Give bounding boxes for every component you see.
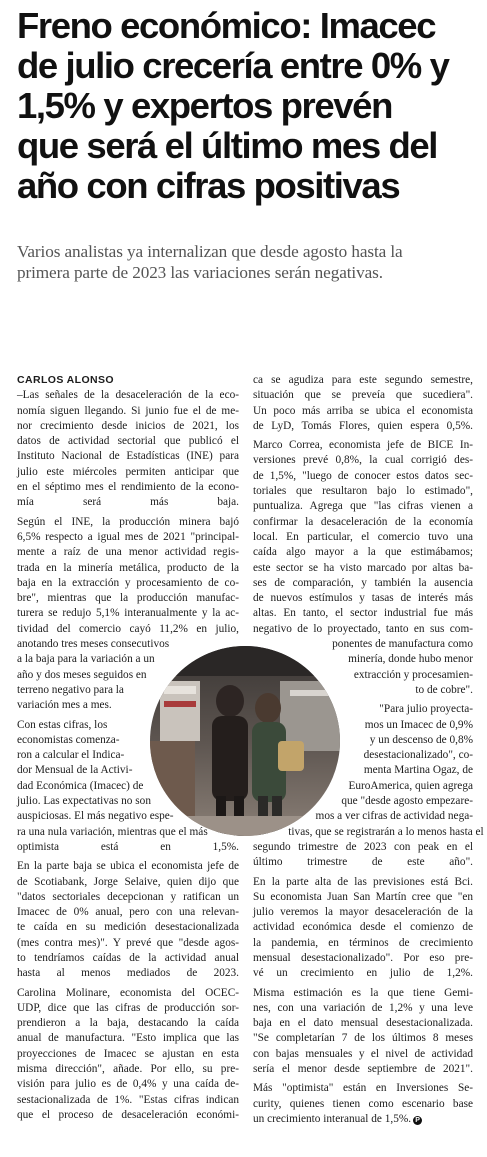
article-text-line: negativo de lo proyectado, tanto en sus com- <box>253 622 473 635</box>
article-text-line: Carolina Molinare, economista del OCEC- <box>17 986 239 999</box>
article-text-line: te caída en su medición desestacionalizada <box>17 921 239 934</box>
article-text-line: altas. En tanto, el sector industrial fue más <box>253 607 473 620</box>
article-text-line: mos a ver cifras de actividad nega- <box>315 810 473 823</box>
article-text-line: julio este miércoles permiten anticipar que <box>17 465 239 478</box>
deck-subtitle <box>17 241 479 283</box>
article-text-line: caída algo mayor a la que estimábamos; <box>253 546 473 559</box>
article-text-line: con bajas mensuales y el nivel de actividad <box>253 1047 473 1060</box>
byline: CARLOS ALONSO <box>17 374 114 386</box>
article-text-line: puntualiza. Agrega que "las cifras vienen a <box>253 500 473 513</box>
article-text-line: año y dos meses seguidos en <box>17 668 147 681</box>
article-text-line: ca se agudiza para este segundo semestre, <box>253 374 473 386</box>
article-text-line: trada en la minería metálica, producto de la <box>17 561 239 574</box>
article-text-line: que el proceso de desaceleración económi- <box>17 1108 239 1121</box>
article-text-line: bre", mientras que la producción manufac- <box>17 592 239 605</box>
headline-line: año con cifras positivas <box>17 165 400 206</box>
article-text-line: variación mes a mes. <box>17 699 112 712</box>
headline-line: que será el último mes del <box>17 125 438 166</box>
article-text-line: optimista está en 1,5%. <box>17 840 239 853</box>
article-text-line: Según el INE, la producción minera bajó <box>17 515 239 528</box>
article-text-line: tivas, que se registrarán a lo menos hasta el <box>288 825 484 838</box>
article-text-line: baja en la extracción y procesamiento de co- <box>17 576 239 589</box>
article-text-line: Su economista Juan San Martín cree que "en <box>253 890 473 903</box>
article-text-line: último trimestre de este año". <box>253 856 473 869</box>
article-text-line: to tendríamos caídas de la actividad anual <box>17 951 239 964</box>
article-text-line: 6,5% respecto a igual mes de 2021 "principal- <box>17 530 239 543</box>
article-text-line: proyecciones de Imacec se ajustan en esta <box>17 1047 239 1060</box>
article-text-line: nor crecimiento desde inicios de 2021, los <box>17 419 239 432</box>
article-text-line: toriales que resultaron bajo lo estimado", <box>253 485 473 498</box>
article-text-line: curity, quienes tienen como escenario base <box>253 1097 473 1110</box>
article-text-line: Imacec de 0% anual, pero con una relevan- <box>17 906 239 919</box>
article-text-line: local. En particular, el comercio tuvo una <box>253 530 473 543</box>
article-text-line: a la baja para la variación a un <box>17 653 155 666</box>
article-text-line: mía será más baja. <box>17 496 239 509</box>
article-text-line: nomía siguen llegando. Si junio fue el de me- <box>17 404 239 417</box>
article-text-line: mente a raíz de una menor actividad regis- <box>17 546 239 559</box>
article-text-line: Instituto Nacional de Estadísticas (INE) para <box>17 450 239 463</box>
article-text-line: julio veremos la mayor desaceleración de la <box>253 906 473 919</box>
article-text-line: prendieron a la baja, destacando la caída <box>17 1017 239 1030</box>
headline <box>17 6 477 206</box>
deck-line: primera parte de 2023 las variaciones serán negativas. <box>17 263 383 282</box>
shopping-street-photo <box>150 646 340 836</box>
article-text-line: tividad del comercio cayó 11,2% en julio, <box>17 622 239 635</box>
article-text-line: economistas comenza- <box>17 733 120 746</box>
article-text-line: minería, donde hubo menor <box>348 653 473 666</box>
article-text-line: "datos sectoriales decepcionan y ratifican un <box>17 890 239 903</box>
article-text-line: de 1,5%, "luego de conocer estos datos sec- <box>253 469 473 482</box>
article-text-line: Con estas cifras, los <box>17 718 108 731</box>
article-text-line: En la parte alta de las previsiones está Bci. <box>253 875 473 888</box>
article-text-line: mos un Imacec de 0,9% <box>364 718 473 731</box>
article-text-line: En la parte baja se ubica el economista jefe de <box>17 860 239 873</box>
article-text-line: Más "optimista" están en Inversiones Se- <box>253 1082 473 1095</box>
article-text-line: auspiciosas. El más negativo espe- <box>17 810 174 823</box>
article-text-line: nes, con una variación de 1,2% y una leve <box>253 1001 473 1014</box>
article-text-line: terreno negativo para la <box>17 683 124 696</box>
article-text-line: menta Martina Ogaz, de <box>363 764 473 777</box>
article-text-line: versiones prevé 0,8%, la cual corrigió des- <box>253 454 473 467</box>
article-text-line: segundo trimestre de 2023 con peak en el <box>253 840 473 853</box>
article-text-line: de LyD, Tomás Flores, quien espera 0,5%. <box>253 419 473 432</box>
article-text-line: ponentes de manufactura como <box>332 638 473 651</box>
article-text-line: dad Económica (Imacec) de <box>17 779 144 792</box>
article-text-line: sestacionalizada de 1%. "Estas cifras indican <box>17 1093 239 1106</box>
article-text-line: baja en el dato mensual desestacionalizada. <box>253 1017 473 1030</box>
article-text-line: la pandemia, en términos de crecimiento <box>253 936 473 949</box>
article-text-line: este sector se ha visto marcado por altas ba- <box>253 561 473 574</box>
article-text-line: sería el menor desde septiembre de 2021". <box>253 1063 473 1076</box>
article-text-line: confirmar la desaceleración de la economía <box>253 515 473 528</box>
article-text-line: "Se completarían 7 de los últimos 8 meses <box>253 1032 473 1045</box>
article-text-line: julio. Las expectativas no son <box>17 795 151 808</box>
article-text-line: visión para julio es de 0,4% y una caída de- <box>17 1078 239 1091</box>
article-text-line: de Scotiabank, Jorge Selaive, quien dijo que <box>17 875 239 888</box>
article-text-line: anual de manufactura. "Esto implica que las <box>17 1032 239 1045</box>
article-text-line: ra una nula variación, mientras que el más <box>17 825 208 838</box>
headline-line: Freno económico: Imacec <box>17 5 436 46</box>
article-text-line: to de cobre". <box>415 683 473 696</box>
article-text-line: y un descenso de 0,8% <box>369 733 473 746</box>
article-text-line: dor Mensual de la Activi- <box>17 764 133 777</box>
article-text-line: mensual desestacionalizado". Por eso pre- <box>253 951 473 964</box>
article-text-line: ses de comparación, y también la ausencia <box>253 576 473 589</box>
article-text-line: situación que se preveía que sucediera". <box>253 389 473 402</box>
deck-line: Varios analistas ya internalizan que desde agosto hasta la <box>17 242 403 261</box>
article-text-line: extracción y procesamien- <box>353 668 473 681</box>
article-text-line: Marco Correa, economista jefe de BICE In- <box>253 439 473 452</box>
article-text-line: Misma estimación es la que tiene Gemi- <box>253 986 473 999</box>
end-mark-icon: P <box>413 1116 422 1125</box>
article-text-line: EuroAmerica, quien agrega <box>348 779 473 792</box>
article-text-line: anotando tres meses consecutivos <box>17 638 170 651</box>
article-text-line: ron a calcular el Indica- <box>17 749 125 762</box>
article-text-line: Un poco más arriba se ubica el economista <box>253 404 473 417</box>
headline-line: de julio crecería entre 0% y <box>17 45 449 86</box>
article-text-line: datos de actividad sectorial que publicó el <box>17 435 239 448</box>
article-text-line: que "desde agosto empezare- <box>341 795 473 808</box>
article-text-line: en el séptimo mes el rendimiento de la econo- <box>17 481 239 494</box>
article-text-line: de nuevos estímulos y tasas de interés más <box>253 592 473 605</box>
article-text-line: –Las señales de la desaceleración de la eco- <box>17 389 239 402</box>
article-text-line: UDP, dice que las cifras de producción sor- <box>17 1001 239 1014</box>
article-text-line: "Para julio proyecta- <box>379 703 473 716</box>
article-text-line: actividad económica desde el comienzo de <box>253 921 473 934</box>
article-text-line: turera se redujo 5,1% interanualmente y la ac- <box>17 607 239 620</box>
article-text-line: vé un crecimiento en julio de 1,2%. <box>253 967 473 980</box>
article-text-line: hasta al menos mediados de 2023. <box>17 967 239 980</box>
article-text-line: un crecimiento interanual de 1,5%. P <box>253 1112 473 1127</box>
article-text-line: misma dirección", añade. Por ello, su pre- <box>17 1063 239 1076</box>
headline-line: 1,5% y expertos prevén <box>17 85 392 126</box>
article-text-line: (mes contra mes)". Y prevé que "desde agos- <box>17 936 239 949</box>
article-text-line: desestacionalizado", co- <box>363 749 473 762</box>
